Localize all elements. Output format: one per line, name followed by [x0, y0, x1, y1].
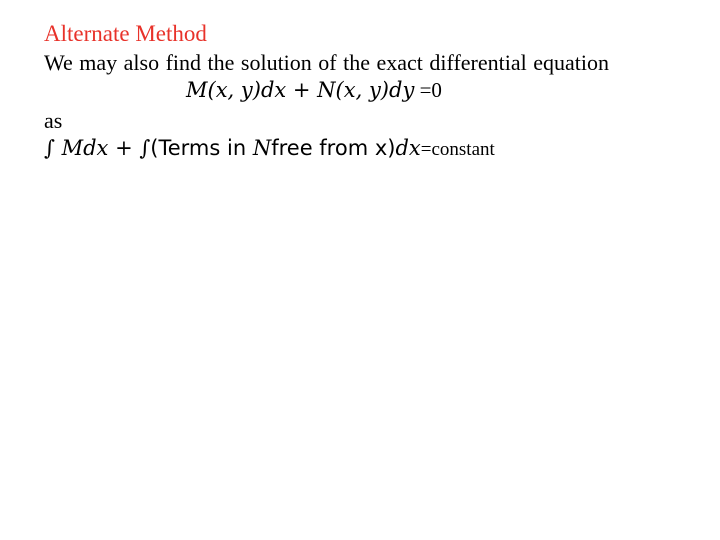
differential: dx — [395, 136, 421, 160]
terms-suffix: free from x) — [271, 136, 396, 160]
solution-formula — [44, 138, 495, 159]
integral-terms: ∫ Mdx + ∫ — [44, 136, 151, 160]
terms-prefix: (Terms in — [150, 136, 253, 160]
terms-variable: N — [252, 136, 272, 160]
equation-rhs: =0 — [419, 78, 442, 102]
intro-sentence: We may also find the solution of the exact differential equation — [44, 50, 609, 75]
connector-word: as — [44, 108, 63, 133]
slide-heading: Alternate Method — [44, 21, 207, 46]
equation-lhs: M(x, y)dx + N(x, y)dy — [186, 78, 415, 102]
solution-rhs: =constant — [420, 139, 495, 160]
exact-differential-equation — [186, 80, 442, 101]
